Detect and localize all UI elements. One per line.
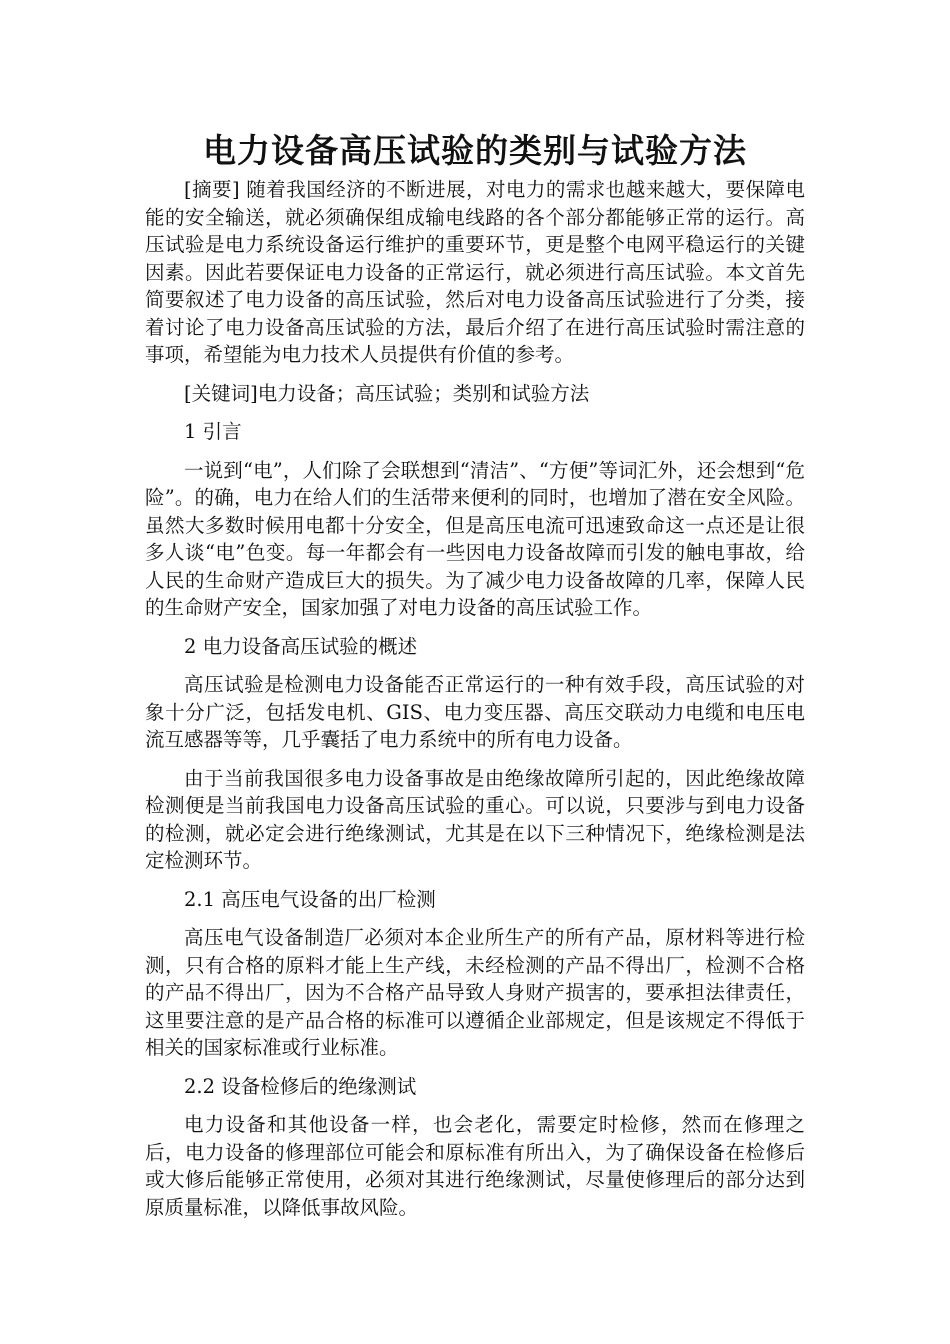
section-2-2-paragraph: 电力设备和其他设备一样，也会老化，需要定时检修，然而在修理之后，电力设备的修理部位可能会和原标准有所出入，为了确保设备在检修后或大修后能够正常使用，必须对其进行绝缘测试，尽量使修理后的部分达到原质量标准，以降低事故风险。 [145, 1113, 805, 1219]
document-page [145, 128, 805, 1232]
abstract-paragraph: [摘要] 随着我国经济的不断进展，对电力的需求也越来越大，要保障电能的安全输送，就必须确保组成输电线路的各个部分都能够正常的运行。高压试验是电力系统设备运行维护的重要环节，更是整个电网平稳运行的关键因素。因此若要保证电力设备的正常运行，就必须进行高压试验。本文首先简要叙述了电力设备的高压试验，然后对电力设备高压试验进行了分类，接着讨论了电力设备高压试验的方法，最后介绍了在进行高压试验时需注意的事项，希望能为电力技术人员提供有价值的参考。 [145, 178, 805, 366]
section-1-heading: 1 引言 [184, 420, 242, 443]
section-2-heading: 2 电力设备高压试验的概述 [184, 634, 418, 658]
section-2-1-heading: 2.1 高压电气设备的出厂检测 [184, 887, 436, 911]
section-2-1-paragraph: 高压电气设备制造厂必须对本企业所生产的所有产品，原材料等进行检测，只有合格的原料才能上生产线，未经检测的产品不得出厂，检测不合格的产品不得出厂，因为不合格产品导致人身财产损害的，要承担法律责任，这里要注意的是产品合格的标准可以遵循企业部规定，但是该规定不得低于相关的国家标准或行业标准。 [145, 926, 805, 1059]
section-2-2-heading: 2.2 设备检修后的绝缘测试 [184, 1074, 417, 1098]
document-title: 电力设备高压试验的类别与试验方法 [203, 131, 747, 170]
section-2-paragraph-2: 由于当前我国很多电力设备事故是由绝缘故障所引起的，因此绝缘故障检测便是当前我国电力设备高压试验的重心。可以说，只要涉与到电力设备的检测，就必定会进行绝缘测试，尤其是在以下三种情况下，绝缘检测是法定检测环节。 [145, 766, 805, 872]
keywords-line: [关键词]电力设备；高压试验；类别和试验方法 [184, 381, 590, 405]
section-1-paragraph: 一说到“电”，人们除了会联想到“清洁”、“方便”等词汇外，还会想到“危险”。的确，电力在给人们的生活带来便利的同时，也增加了潜在安全风险。虽然大多数时候用电都十分安全，但是高压电流可迅速致命这一点还是让很多人谈“电”色变。每一年都会有一些因电力设备故障而引发的触电事故，给人民的生命财产造成巨大的损失。为了减少电力设备故障的几率，保障人民的生命财产安全，国家加强了对电力设备的高压试验工作。 [145, 458, 805, 619]
section-2-paragraph-1: 高压试验是检测电力设备能否正常运行的一种有效手段，高压试验的对象十分广泛，包括发电机、GIS、电力变压器、高压交联动力电缆和电压电流互感器等等，几乎囊括了电力系统中的所有电力设备。 [145, 673, 805, 751]
